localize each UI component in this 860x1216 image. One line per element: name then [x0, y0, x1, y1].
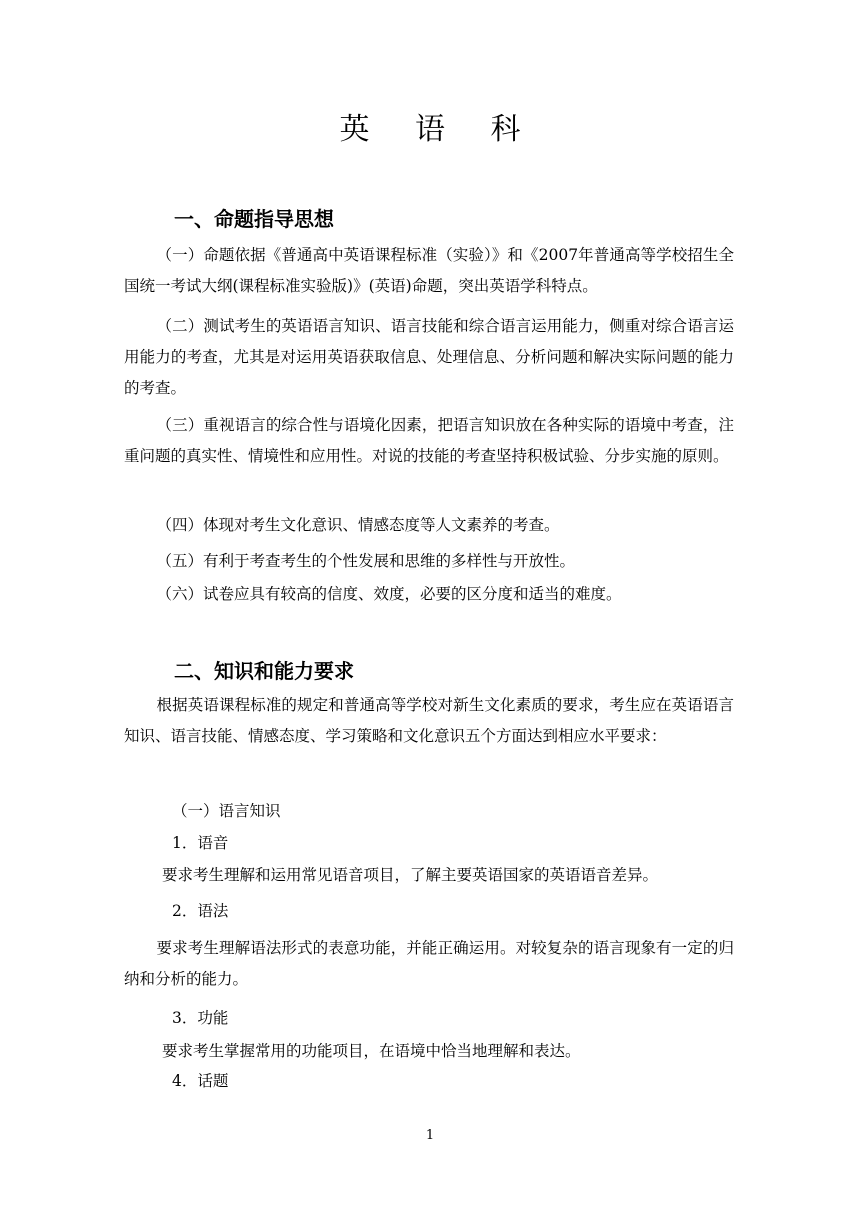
document-title: 英 语 科 [339, 112, 539, 147]
item-text-functions: 要求考生掌握常用的功能项目，在语境中恰当地理解和表达。 [162, 1042, 581, 1060]
paragraph-personality: （五）有利于考查考生的个性发展和思维的多样性与开放性。 [156, 552, 576, 570]
paragraph-humanities: （四）体现对考生文化意识、情感态度等人文素养的考查。 [156, 516, 560, 534]
paragraph-testing-ability: （二）测试考生的英语语言知识、语言技能和综合语言运用能力，侧重对综合语言运用能力的考查，尤其是对运用英语获取信息、处理信息、分析问题和解决实际问题的能力的考查。 [124, 317, 734, 397]
paragraph-reliability: （六）试卷应具有较高的信度、效度，必要的区分度和适当的难度。 [156, 585, 622, 603]
section-heading-knowledge-ability: 二、知识和能力要求 [174, 659, 354, 683]
paragraph-basis: （一）命题依据《普通高中英语课程标准（实验）》和《2007年普通高等学校招生全国统一考试大纲(课程标准实验版)》(英语)命题，突出英语学科特点。 [124, 246, 734, 295]
subheading-language-knowledge: （一）语言知识 [172, 802, 281, 820]
item-text-grammar: 要求考生理解语法形式的表意功能，并能正确运用。对较复杂的语言现象有一定的归纳和分析的能力。 [124, 939, 734, 988]
paragraph-context: （三）重视语言的综合性与语境化因素，把语言知识放在各种实际的语境中考查，注重问题的真实性、情境性和应用性。对说的技能的考查坚持积极试验、分步实施的原则。 [124, 416, 734, 465]
page-number: 1 [425, 1128, 435, 1143]
item-label-functions: 3．功能 [172, 1009, 229, 1027]
paragraph-requirements-intro: 根据英语课程标准的规定和普通高等学校对新生文化素质的要求，考生应在英语语言知识、语言技能、情感态度、学习策略和文化意识五个方面达到相应水平要求： [124, 696, 734, 745]
item-label-grammar: 2．语法 [172, 902, 229, 920]
item-label-phonetics: 1．语音 [172, 834, 229, 852]
item-text-phonetics: 要求考生理解和运用常见语音项目，了解主要英语国家的英语语音差异。 [162, 866, 659, 884]
item-label-topics: 4．话题 [172, 1072, 229, 1090]
section-heading-guiding-principles: 一、命题指导思想 [174, 207, 334, 231]
